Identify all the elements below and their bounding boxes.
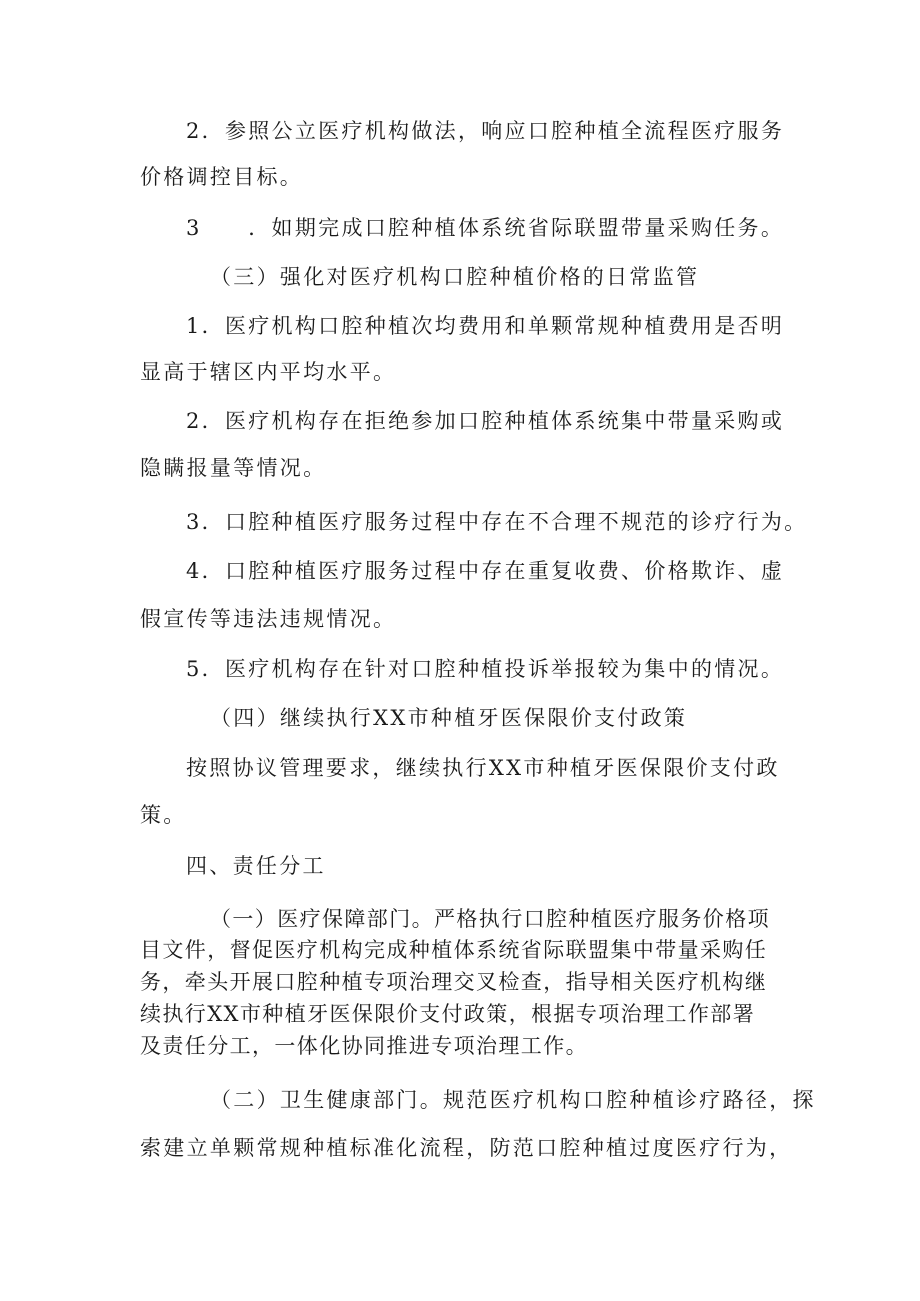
section-heading: （三）强化对医疗机构口腔种植价格的日常监管: [210, 265, 700, 289]
paragraph-line: 2．医疗机构存在拒绝参加口腔种植体系统集中带量采购或: [186, 409, 785, 433]
chapter-heading: 四、责任分工: [186, 854, 326, 878]
paragraph-line: 目文件，督促医疗机构完成种植体系统省际联盟集中带量采购任: [140, 938, 768, 962]
paragraph-line: 价格调控目标。: [140, 165, 304, 189]
paragraph-line: 3．口腔种植医疗服务过程中存在不合理不规范的诊疗行为。: [186, 510, 808, 534]
paragraph-line: 1．医疗机构口腔种植次均费用和单颗常规种植费用是否明: [186, 314, 785, 338]
paragraph-line: 按照协议管理要求，继续执行XX市种植牙医保限价支付政: [186, 756, 780, 780]
paragraph-line: 2．参照公立医疗机构做法，响应口腔种植全流程医疗服务: [186, 119, 785, 143]
paragraph-line: 4．口腔种植医疗服务过程中存在重复收费、价格欺诈、虚: [186, 559, 785, 583]
paragraph-line: 显高于辖区内平均水平。: [140, 360, 397, 384]
paragraph-line: 假宣传等违法违规情况。: [140, 607, 397, 631]
paragraph-line: 索建立单颗常规种植标准化流程，防范口腔种植过度医疗行为，: [140, 1136, 793, 1160]
paragraph-line: 3 ．如期完成口腔种植体系统省际联盟带量采购任务。: [186, 216, 785, 240]
paragraph-line: （二）卫生健康部门。规范医疗机构口腔种植诊疗路径，探: [210, 1088, 816, 1112]
paragraph-line: 务，牵头开展口腔种植专项治理交叉检查，指导相关医疗机构继: [140, 970, 768, 994]
paragraph-line: 5．医疗机构存在针对口腔种植投诉举报较为集中的情况。: [186, 657, 785, 681]
paragraph-line: （一）医疗保障部门。严格执行口腔种植医疗服务价格项: [210, 907, 770, 931]
section-heading: （四）继续执行XX市种植牙医保限价支付政策: [210, 706, 688, 730]
paragraph-line: 策。: [140, 803, 187, 827]
paragraph-line: 续执行XX市种植牙医保限价支付政策，根据专项治理工作部署: [140, 1002, 756, 1026]
paragraph-line: 及责任分工，一体化协同推进专项治理工作。: [140, 1034, 588, 1058]
paragraph-line: 隐瞒报量等情况。: [140, 456, 327, 480]
